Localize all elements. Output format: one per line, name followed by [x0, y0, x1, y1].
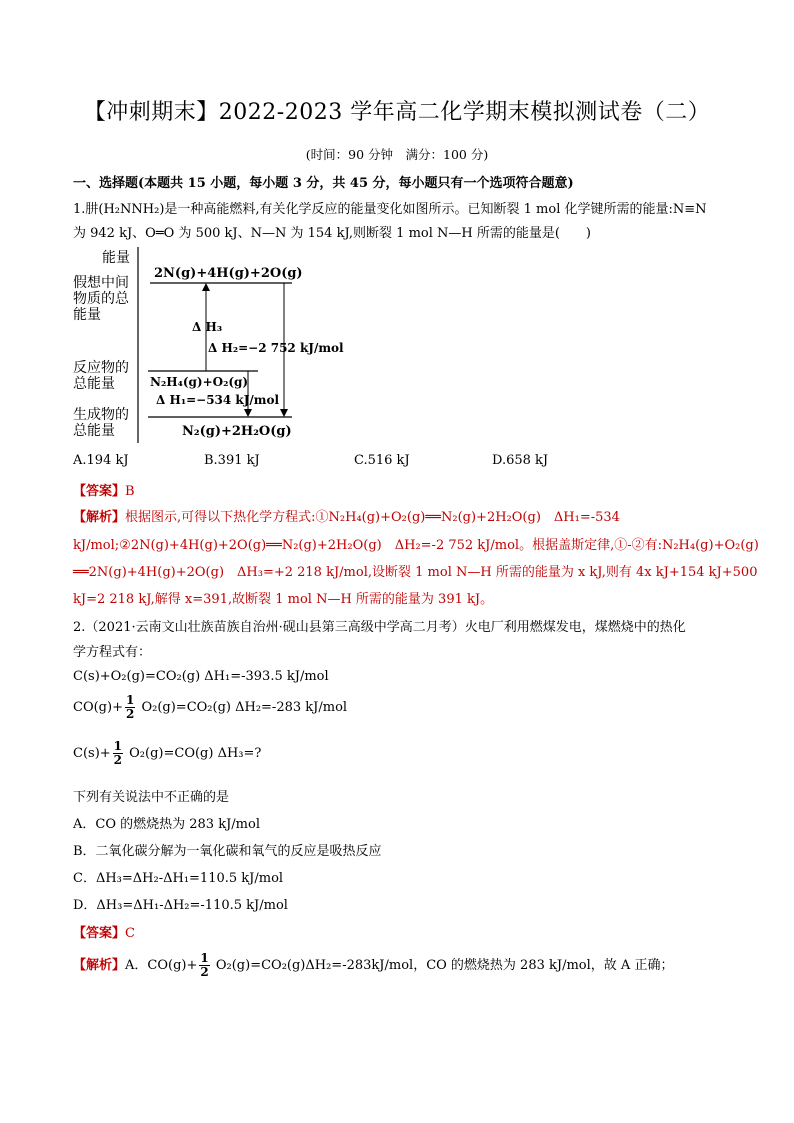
arrow-dh1 — [244, 409, 252, 417]
level-top-label: 2N(g)+4H(g)+2O(g) — [154, 266, 303, 281]
q1-analysis-line3: ══2N(g)+4H(g)+2O(g) ΔH₃=+2 218 kJ/mol,设断裂 1 mol N—H 所需的能量为 x kJ,则有 4x kJ+154 kJ+500 — [73, 565, 758, 580]
q1-analysis-line2: kJ/mol;②2N(g)+4H(g)+2O(g)══N₂(g)+2H₂O(g) ΔH₂=-2 752 kJ/mol。根据盖斯定律,①-②有:N₂H₄(g)+O₂(g) — [73, 538, 759, 553]
page-subtitle: (时间：90 分钟 满分：100 分) — [305, 147, 489, 162]
q2-option-b: B．二氧化碳分解为一氧化碳和氧气的反应是吸热反应 — [73, 844, 382, 859]
q1-stem-line1: 1.肼(H₂NNH₂)是一种高能燃料,有关化学反应的能量变化如图所示。已知断裂 1 mol 化学键所需的能量:N≡N — [73, 202, 707, 217]
dh1-label: Δ H₁=−534 kJ/mol — [156, 393, 280, 407]
half-fraction: $\frac{1}{2}$ — [125, 693, 135, 721]
axis-label-energy: 能量 — [102, 249, 130, 265]
dh3-label: Δ H₃ — [192, 320, 223, 334]
eq3-left: C(s)+ — [73, 746, 111, 761]
q1-analysis-line1 — [73, 506, 620, 525]
answer-value: B — [125, 484, 135, 499]
q1-answer — [73, 480, 135, 499]
level-mid-label: N₂H₄(g)+O₂(g) — [150, 375, 249, 389]
analysis-tag: 【解析】 — [73, 958, 126, 973]
q2-analysis — [73, 952, 673, 979]
eq2-right: O₂(g)=CO₂(g) ΔH₂=-283 kJ/mol — [137, 700, 348, 715]
q1-stem-line2: 为 942 kJ、O═O 为 500 kJ、N—N 为 154 kJ,则断裂 1 mol N—H 所需的能量是( ) — [73, 226, 591, 241]
analysis-text: 根据图示,可得以下热化学方程式:①N₂H₄(g)+O₂(g)══N₂(g)+2H₂O(g) ΔH₁=-534 — [125, 510, 620, 525]
eq2-left: CO(g)+ — [73, 700, 123, 715]
arrow-dh3 — [202, 283, 210, 291]
answer-tag: 【答案】 — [73, 484, 126, 499]
energy-diagram — [70, 245, 370, 445]
q2-option-a: A．CO 的燃烧热为 283 kJ/mol — [73, 817, 260, 832]
q2-equation-3 — [73, 740, 261, 767]
q2-question: 下列有关说法中不正确的是 — [73, 790, 230, 805]
label-product-1: 生成物的 — [73, 406, 129, 422]
analysis-right: O₂(g)=CO₂(g)ΔH₂=-283kJ/mol，CO 的燃烧热为 283 kJ/mol，故 A 正确； — [211, 958, 674, 973]
analysis-left: A．CO(g)+ — [125, 958, 198, 973]
page-title: 【冲刺期末】2022-2023 学年高二化学期末模拟测试卷（二） — [83, 100, 711, 125]
q2-option-d: D．ΔH₃=ΔH₁-ΔH₂=-110.5 kJ/mol — [73, 898, 288, 913]
answer-value: C — [125, 926, 135, 941]
answer-tag: 【答案】 — [73, 926, 126, 941]
q2-stem-line2: 学方程式有： — [73, 645, 152, 660]
dh2-label: Δ H₂=−2 752 kJ/mol — [208, 341, 344, 355]
q2-option-c: C．ΔH₃=ΔH₂-ΔH₁=110.5 kJ/mol — [73, 871, 284, 886]
section-heading: 一、选择题(本题共 15 小题，每小题 3 分，共 45 分，每小题只有一个选项符合题意) — [73, 176, 574, 191]
q1-analysis-line4: kJ=2 218 kJ,解得 x=391,故断裂 1 mol N—H 所需的能量为 391 kJ。 — [73, 592, 494, 607]
half-fraction: $\frac{1}{2}$ — [200, 951, 209, 979]
label-reactant-1: 反应物的 — [73, 359, 129, 375]
q2-equation-2 — [73, 694, 347, 721]
q2-stem-line1: 2.（2021·云南文山壮族苗族自治州·砚山县第三高级中学高二月考）火电厂利用燃煤发电，煤燃烧中的热化 — [73, 620, 686, 635]
q1-option-d: D.658 kJ — [492, 453, 549, 468]
q1-option-c: C.516 kJ — [354, 453, 410, 468]
label-reactant-2: 总能量 — [73, 375, 115, 391]
analysis-tag: 【解析】 — [73, 510, 126, 525]
label-intermediate-3: 能量 — [73, 306, 101, 322]
label-product-2: 总能量 — [73, 422, 115, 438]
q1-option-b: B.391 kJ — [204, 453, 260, 468]
q2-answer — [73, 922, 135, 941]
label-intermediate-1: 假想中间 — [73, 274, 129, 290]
arrow-dh2 — [280, 409, 288, 417]
level-bot-label: N₂(g)+2H₂O(g) — [182, 424, 292, 439]
eq3-right: O₂(g)=CO(g) ΔH₃=? — [125, 746, 262, 761]
q2-equation-1: C(s)+O₂(g)=CO₂(g) ΔH₁=-393.5 kJ/mol — [73, 669, 329, 684]
half-fraction: $\frac{1}{2}$ — [113, 739, 123, 767]
label-intermediate-2: 物质的总 — [73, 290, 129, 306]
q1-option-a: A.194 kJ — [73, 453, 129, 468]
